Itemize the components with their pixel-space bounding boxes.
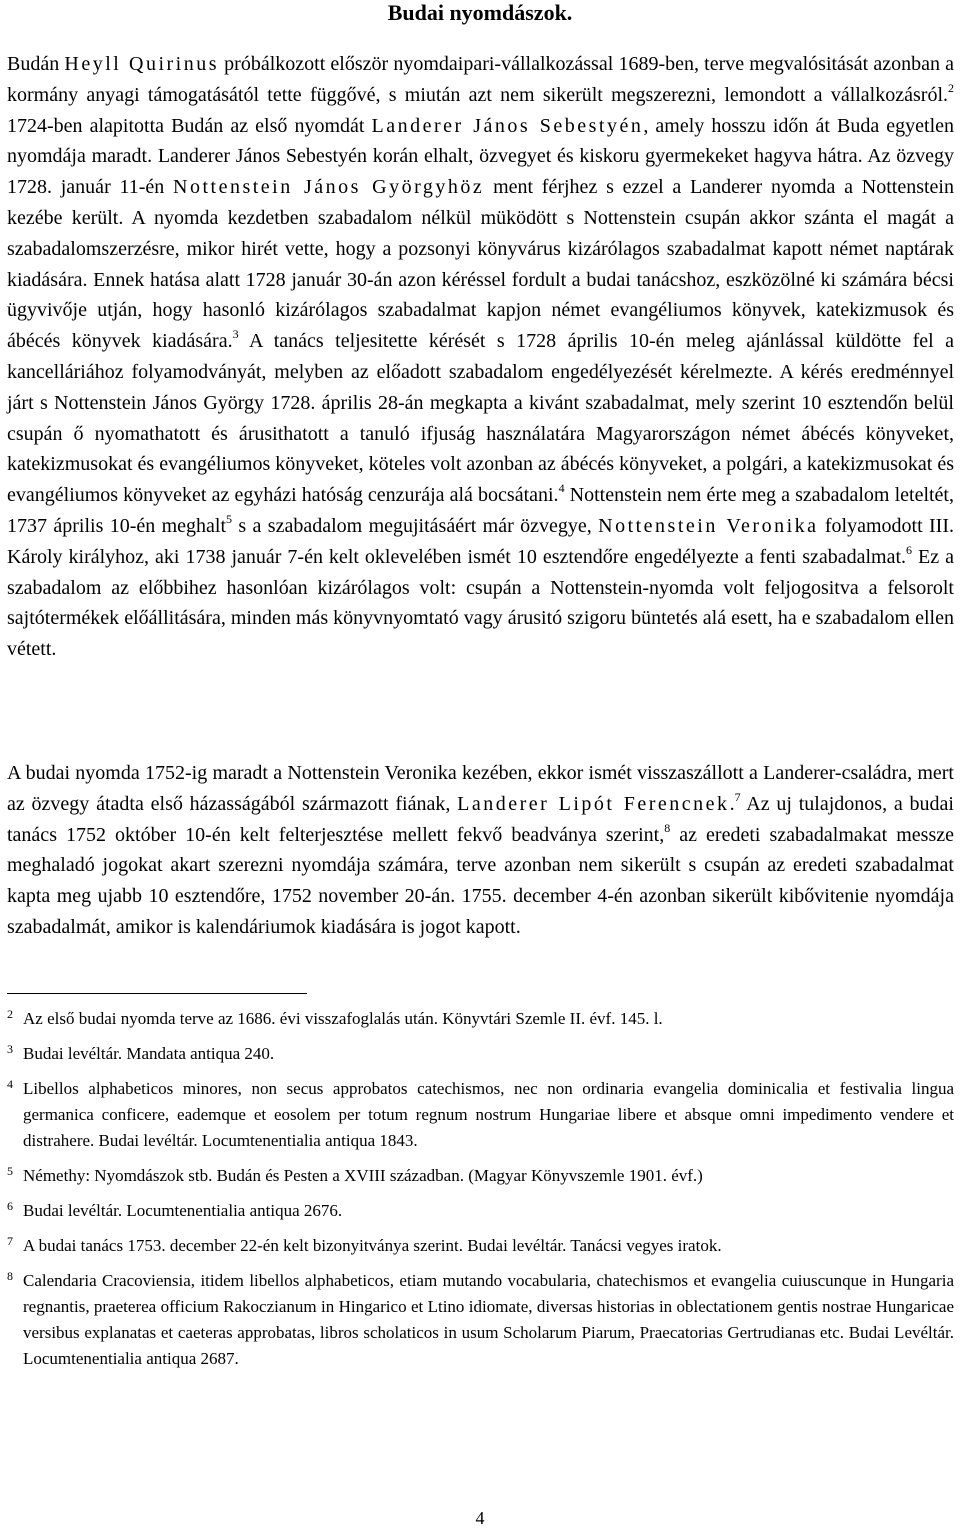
spaced-name: Landerer Lipót Ferencnek: [457, 792, 730, 815]
footnote-number: 3: [7, 1042, 13, 1056]
text-run: Az uj tulajdonos, a budai tanács 1752 október 10-én kelt felterjesztése mellett fekvő beadványa szerint,: [7, 792, 954, 846]
footnote: [7, 1268, 954, 1372]
footnote-ref: 4: [558, 481, 565, 496]
body-paragraph: [7, 758, 954, 943]
footnote-ref: 6: [906, 542, 913, 557]
text-run: 1724-ben alapitotta Budán az első nyomdát: [7, 114, 372, 137]
footnote-text: Libellos alphabeticos minores, non secus approbatos catechismos, nec non ordinaria evangelia dominicalia et festivalia lingua germanica conficere, eademque et eosolem per totum regnum nostrum Hungariae libere et absque omni impedimento vendere et distrahere. Budai levéltár. Locumtenentialia antiqua 1843.: [23, 1079, 954, 1150]
page-title: Budai nyomdászok.: [387, 0, 573, 25]
footnote-text: A budai tanács 1753. december 22-én kelt bizonyitványa szerint. Budai levéltár. Tanácsi vegyes iratok.: [23, 1236, 722, 1255]
footnote-ref: 7: [734, 789, 741, 804]
footnote-text: Budai levéltár. Mandata antiqua 240.: [23, 1044, 275, 1063]
footnote: [7, 1163, 954, 1189]
footnote-number: 2: [7, 1007, 13, 1021]
text-run: próbálkozott először nyomdaipari-vállalkozással 1689-ben, terve megvalósitását azonban a kormány anyagi támogatásától tette függővé, s miután azt nem sikerült megszerezni, lemondott a vállalkozásról.: [7, 53, 954, 106]
footnote: [7, 1233, 954, 1259]
footnote-text: Az első budai nyomda terve az 1686. évi visszafoglalás után. Könyvtári Szemle II. évf. 145. l.: [23, 1009, 663, 1028]
body-paragraph: [7, 49, 954, 665]
text-run: A tanács teljesitette kérését s 1728 április 10-én meleg ajánlással küldötte fel a kancelláriához folyamodványát, melyben az előadott szabadalom engedélyezését kérelmezte. A kérés eredménnyel járt s Nottenstein János György 1728. április 28-án megkapta a kivánt szabadalmat, mely szerint 10 esztendőn belül csupán ő nyomathatott és árusithatott a tanuló ifjuság használatára Magyarországon német ábécés könyveket, katekizmusokat és evangéliumos könyveket, köteles volt azonban az ábécés könyveket, a polgári, a katekizmusokat és evangéliumos könyveket az egyházi hatóság cenzurája alá bocsátani.: [7, 330, 954, 507]
footnote: [7, 1198, 954, 1224]
footnote-ref: 8: [664, 820, 671, 835]
page-number: 4: [475, 1508, 485, 1528]
footnote: [7, 1076, 954, 1154]
footnote-number: 6: [7, 1199, 13, 1213]
spaced-name: Nottenstein János Györgyhöz: [173, 176, 485, 199]
spaced-name: Heyll Quirinus: [64, 53, 219, 75]
text-run: folyamodott III. Károly királyhoz, aki 1738 január 7-én kelt oklevelében ismét 10 esztendőre engedélyezte a fenti szabadalmat.: [7, 514, 955, 568]
footnote-number: 7: [7, 1234, 13, 1248]
text-run: s a szabadalom megujitásáért már özvegye,: [232, 514, 599, 537]
footnote: [7, 1006, 954, 1032]
footnote-ref: 3: [232, 327, 239, 342]
footnote-text: Calendaria Cracoviensia, itidem libellos alphabeticos, etiam mutando vocabularia, chatechismos et evangelia cuiuscunque in Hungaria regnantis, praeterea officium Rakoczianum in Hingarico et Ltino idiomate, diversas historias in oblectationem gentis nostrae Hungaricae versibus explanatas et caeteras approbatas, libros scholaticos in usum Scholarum Piarum, Praecatorias Gertrudianas etc. Budai Levéltár. Locumtenentialia antiqua 2687.: [23, 1271, 954, 1368]
footnote-separator: [7, 993, 307, 994]
text-run: A budai nyomda 1752-ig maradt a Nottenstein Veronika kezében, ekkor ismét visszaszállott a Landerer-családra, mert az özvegy átadta első házasságából származott fiának,: [7, 762, 954, 815]
footnote-text: Budai levéltár. Locumtenentialia antiqua 2676.: [23, 1201, 343, 1220]
text-run: ment férjhez s ezzel a Landerer nyomda a Nottenstein kezébe került. A nyomda kezdetben szabadalom nélkül müködött s Nottenstein csupán akkor szánta el magát a szabadalomszerzésre, mikor hirét vette, hogy a pozsonyi könyvárus kizárólagos szabadalmat kapott német naptárak kiadására. Ennek hatása alatt 1728 január 30-án azon kéréssel fordult a budai tanácshoz, eszközölné ki számára bécsi ügyvivője utján, hogy hasonló kizárólagos szabadalmat kapjon német evangéliumos könyvek, katekizmusok és ábécés könyvek kiadására.: [7, 176, 954, 353]
footnote-number: 8: [7, 1269, 13, 1283]
text-run: Nottenstein nem érte meg a szabadalom leteltét, 1737 április 10-én meghalt: [7, 484, 954, 537]
footnote-ref: 2: [948, 80, 954, 95]
footnote-number: 4: [7, 1077, 13, 1091]
text-run: , amely hosszu időn át Buda egyetlen nyomdája maradt. Landerer János Sebestyén korán elhalt, özvegyet és kiskoru gyermekeket hagyva hátra. Az özvegy 1728. január 11-én: [7, 114, 954, 199]
text-run: Ez a szabadalom az előbbihez hasonlóan kizárólagos volt: csupán a Nottenstein-nyomda volt feljogositva a felsorolt sajtótermékek előállitására, minden más könyvnyomtató vagy árusitó szigoru büntetés alá esett, ha e szabadalom ellen vétett.: [7, 545, 954, 661]
footnote: [7, 1041, 954, 1067]
footnotes-list: [7, 1006, 954, 1381]
text-run: Budán: [7, 53, 65, 75]
text-run: az eredeti szabadalmakat messze meghaladó jogokat akart szerezni nyomdája számára, terve azonban nem sikerült s csupán az eredeti szabadalmat kapta meg ujabb 10 esztendőre, 1752 november 20-án. 1755. december 4-én azonban sikerült kibővitenie nyomdája szabadalmát, amikor is kalendáriumok kiadására is jogot kapott.: [7, 823, 954, 938]
spaced-name: Landerer János Sebestyén: [371, 114, 644, 137]
text-run: .: [729, 792, 735, 815]
footnote-number: 5: [7, 1164, 13, 1178]
footnote-text: Némethy: Nyomdászok stb. Budán és Pesten a XVIII században. (Magyar Könyvszemle 1901. évf.): [23, 1166, 703, 1185]
footnote-ref: 5: [226, 511, 233, 526]
spaced-name: Nottenstein Veronika: [598, 514, 819, 537]
